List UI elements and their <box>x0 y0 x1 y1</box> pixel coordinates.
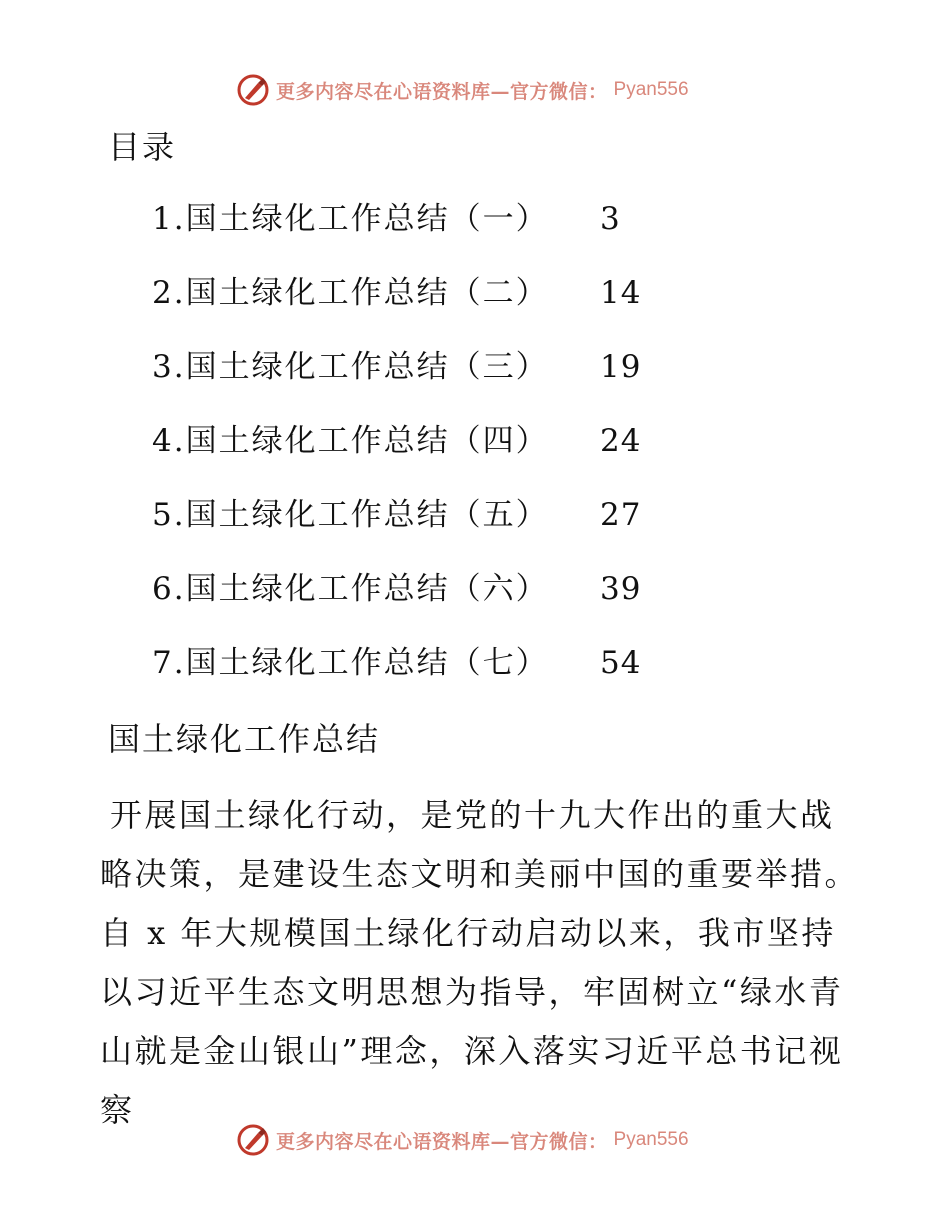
toc-item[interactable] <box>152 343 641 417</box>
toc-item-label: 1.国土绿化工作总结（一） <box>152 201 549 237</box>
toc-item-label: 6.国土绿化工作总结（六） <box>152 571 549 607</box>
toc-item-page: 39 <box>600 571 642 607</box>
toc-item[interactable] <box>152 639 641 713</box>
body-paragraph: 开展国土绿化行动，是党的十九大作出的重大战略决策，是建设生态文明和美丽中国的重要举措。自 x 年大规模国土绿化行动启动以来，我市坚持以习近平生态文明思想为指导，牢固树立“绿水青山就是金山银山”理念，深入落实习近平总书记视察 <box>100 796 860 1129</box>
toc-item[interactable] <box>152 417 641 491</box>
watermark-text: 更多内容尽在心语资料库—官方微信： <box>276 80 608 103</box>
pen-logo-icon <box>236 73 270 107</box>
toc-item-page: 3 <box>600 201 621 237</box>
toc-item[interactable] <box>152 565 641 639</box>
toc-item-page: 24 <box>600 423 642 459</box>
toc-item[interactable] <box>152 269 641 343</box>
document-heading: 国土绿化工作总结 <box>108 720 381 758</box>
toc-item-label: 3.国土绿化工作总结（三） <box>152 349 549 385</box>
toc-title: 目录 <box>108 128 177 166</box>
toc-item-label: 4.国土绿化工作总结（四） <box>152 423 549 459</box>
toc-item-label: 2.国土绿化工作总结（二） <box>152 275 549 311</box>
footer-watermark <box>236 1122 689 1158</box>
pen-logo-icon <box>236 1123 270 1157</box>
toc-item-label: 5.国土绿化工作总结（五） <box>152 497 549 533</box>
watermark-wechat-id: Pyan556 <box>613 79 689 100</box>
watermark-text: 更多内容尽在心语资料库—官方微信： <box>276 1130 608 1153</box>
toc-item[interactable] <box>152 195 641 269</box>
header-watermark <box>236 72 689 108</box>
toc-item-label: 7.国土绿化工作总结（七） <box>152 645 549 681</box>
toc-item-page: 27 <box>600 497 642 533</box>
toc-item-page: 54 <box>600 645 642 681</box>
watermark-wechat-id: Pyan556 <box>613 1129 689 1150</box>
toc-item[interactable] <box>152 491 641 565</box>
toc-item-page: 14 <box>600 275 642 311</box>
toc-list <box>152 195 641 713</box>
toc-item-page: 19 <box>600 349 642 385</box>
